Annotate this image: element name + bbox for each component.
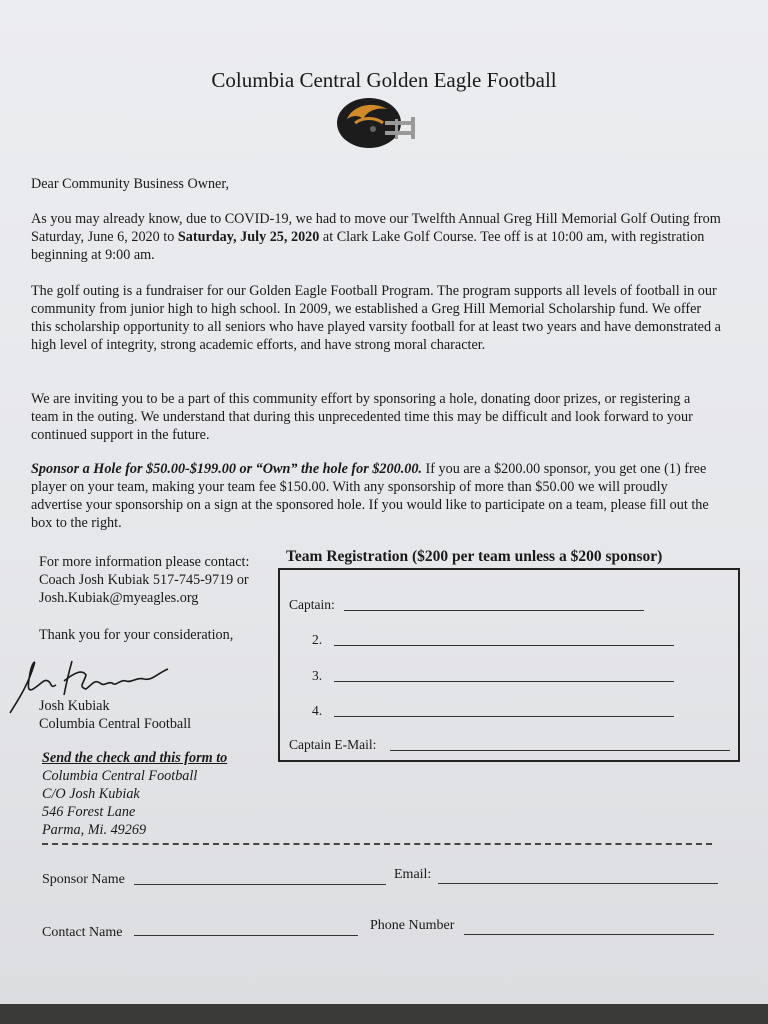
p1-text-b: at Clark Lake Golf Course. Tee off is at 10:00 am, with registration beginning at 9:00 am. <box>31 229 705 263</box>
closing: Thank you for your consideration, <box>39 627 234 643</box>
paragraph-invitation: We are inviting you to be a part of this community effort by sponsoring a hole, donating door prizes, or registering a team in the outing. We understand that during this unprecedented time this may be difficult and look forward to your continued support in the future. <box>31 391 693 443</box>
registration-box <box>278 568 740 762</box>
signer-org: Columbia Central Football <box>39 716 192 732</box>
captain-field[interactable] <box>344 610 644 611</box>
contact-name-label: Contact Name <box>42 925 123 940</box>
address-line: 546 Forest Lane <box>42 804 136 820</box>
p1-text-a: As you may already know, due to COVID-19, we had to move our Twelfth Annual Greg Hill Memorial Golf Outing from Saturday, June 6, 2020 to <box>31 211 721 245</box>
signer-block <box>39 697 191 733</box>
mailing-heading: Send the check and this form to <box>42 750 228 766</box>
captain-email-field[interactable] <box>390 750 730 751</box>
greeting: Dear Community Business Owner, <box>31 176 230 192</box>
phone-field[interactable] <box>464 934 714 935</box>
email-field[interactable] <box>438 883 718 884</box>
player-2-field[interactable] <box>334 645 674 646</box>
email-label: Email: <box>394 867 432 882</box>
contact-line-2: Coach Josh Kubiak 517-745-9719 or <box>39 572 249 588</box>
contact-email: Josh.Kubiak@myeagles.org <box>39 590 199 606</box>
player-4-field[interactable] <box>334 716 674 717</box>
sponsor-name-field[interactable] <box>134 884 386 885</box>
contact-line-1: For more information please contact: <box>39 554 250 570</box>
paragraph-date-change <box>31 210 721 264</box>
mailing-address <box>42 767 197 839</box>
player-3-field[interactable] <box>334 681 674 682</box>
paragraph-fundraiser: The golf outing is a fundraiser for our Golden Eagle Football Program. The program supports all levels of football in our community from junior high to high school. In 2009, we established a Greg Hill Memorial Scholarship fund. We offer this scholarship opportunity to all seniors who have played varsity football for at least two years and have demonstrated a high level of integrity, strong academic efforts, and have strong moral character. <box>31 283 721 353</box>
sponsor-name-label: Sponsor Name <box>42 872 125 887</box>
player-4-label: 4. <box>312 703 323 718</box>
signer-name: Josh Kubiak <box>39 698 110 714</box>
new-date: Saturday, July 25, 2020 <box>177 229 320 245</box>
player-3-label: 3. <box>312 668 323 683</box>
address-line: C/O Josh Kubiak <box>42 786 140 802</box>
address-line: Parma, Mi. 49269 <box>42 822 147 838</box>
page-title: Columbia Central Golden Eagle Football <box>211 68 557 92</box>
paragraph-sponsorship <box>31 460 721 532</box>
captain-email-label: Captain E-Mail: <box>289 737 377 752</box>
address-line: Columbia Central Football <box>42 768 198 784</box>
player-2-label: 2. <box>312 632 323 647</box>
sponsor-details: If you are a $200.00 sponsor, you get one (1) free player on your team, making your team fee $150.00. With any sponsorship of more than $50.00 we will proudly advertise your sponsorship on a sign at the sponsored hole. If you would like to participate on a team, please fill out the box to the right. <box>31 461 709 531</box>
football-helmet-icon <box>333 93 419 149</box>
phone-label: Phone Number <box>370 918 455 933</box>
contact-info <box>39 553 279 607</box>
sponsor-offer: Sponsor a Hole for $50.00-$199.00 or “Own” the hole for $200.00. <box>31 461 422 477</box>
contact-name-field[interactable] <box>134 935 358 936</box>
captain-label: Captain: <box>289 597 335 612</box>
cut-line <box>42 843 712 845</box>
registration-title: Team Registration ($200 per team unless a $200 sponsor) <box>286 548 663 565</box>
